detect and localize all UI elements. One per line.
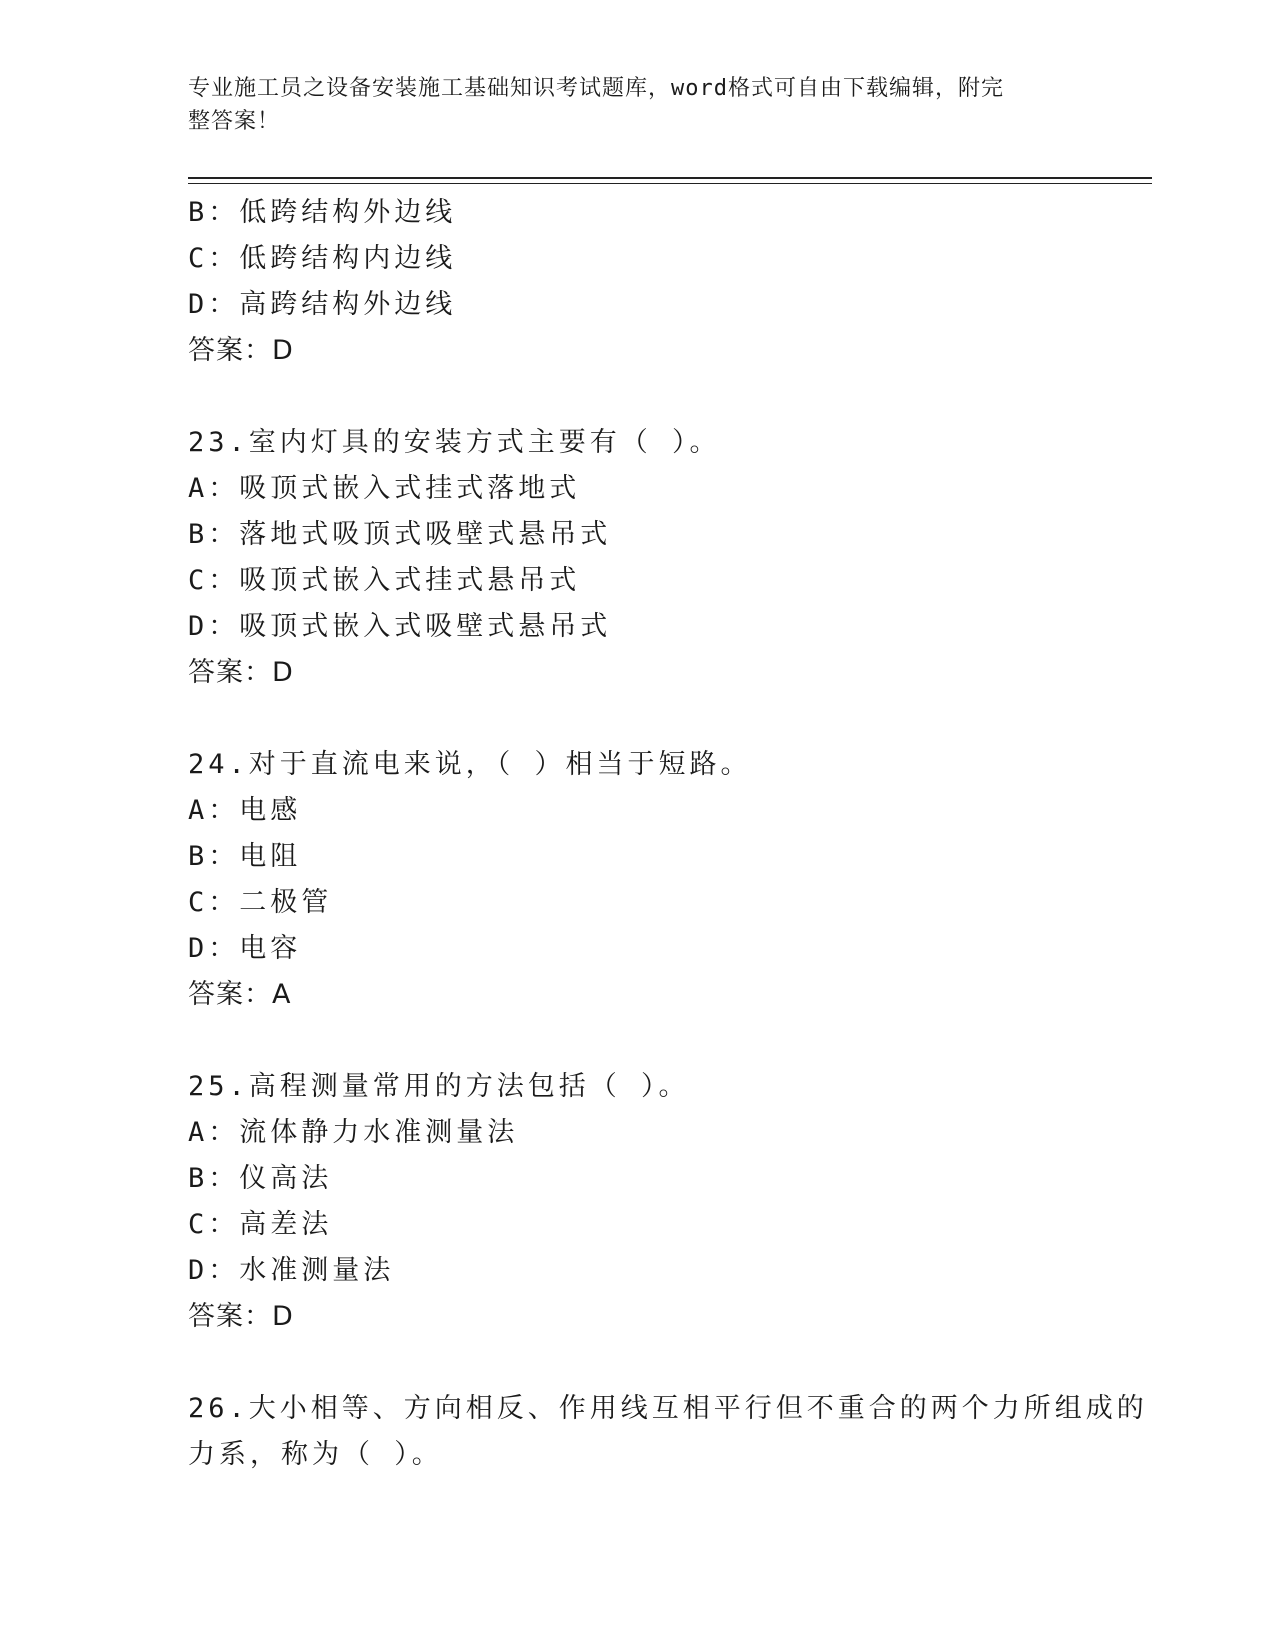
answer-line: 答案：A [188,979,292,1010]
question-block-23 [188,420,1118,696]
option-d: D：水准测量法 [188,1255,395,1286]
option-b: B：低跨结构外边线 [188,197,457,228]
option-b: B：仪高法 [188,1163,333,1194]
answer-line: 答案：D [188,335,294,366]
question-list [188,190,1148,1478]
option-d: D：吸顶式嵌入式吸壁式悬吊式 [188,611,612,642]
option-c: C：低跨结构内边线 [188,243,457,274]
question-text-line-2: 力系，称为（ ）。 [188,1439,443,1470]
option-c: C：吸顶式嵌入式挂式悬吊式 [188,565,581,596]
question-text: 24.对于直流电来说，（ ）相当于短路。 [188,749,752,780]
option-b: B：电阻 [188,841,302,872]
document-header [188,72,1068,138]
header-line-1: 专业施工员之设备安装施工基础知识考试题库，word格式可自由下载编辑，附完 [188,76,1004,101]
option-c: C：高差法 [188,1209,333,1240]
header-rule-thin [188,183,1152,184]
option-d: D：电容 [188,933,302,964]
question-text: 25.高程测量常用的方法包括（ ）。 [188,1071,690,1102]
question-text-line-1: 26.大小相等、方向相反、作用线互相平行但不重合的两个力所组成的 [188,1393,1148,1424]
option-c: C：二极管 [188,887,333,918]
option-a: A：吸顶式嵌入式挂式落地式 [188,473,581,504]
header-rule-thick [188,177,1152,179]
option-b: B：落地式吸顶式吸壁式悬吊式 [188,519,612,550]
question-block-26 [188,1386,1148,1478]
question-block-24 [188,742,1118,1018]
option-d: D：高跨结构外边线 [188,289,457,320]
header-line-2: 整答案！ [188,109,281,134]
answer-line: 答案：D [188,657,294,688]
question-block-22 [188,190,1118,374]
option-a: A：流体静力水准测量法 [188,1117,519,1148]
question-text: 23.室内灯具的安装方式主要有（ ）。 [188,427,721,458]
question-block-25 [188,1064,1118,1340]
answer-line: 答案：D [188,1301,294,1332]
option-a: A：电感 [188,795,302,826]
